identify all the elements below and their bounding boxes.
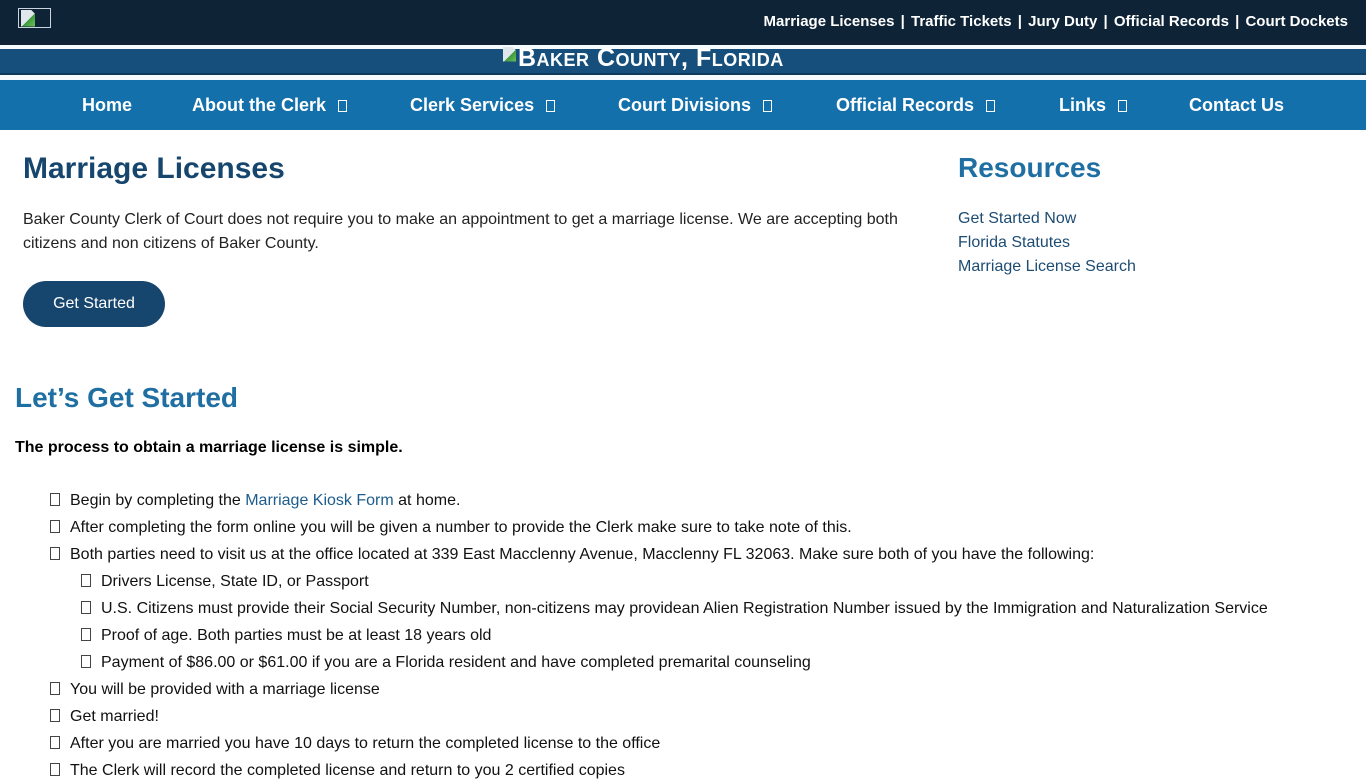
- resource-link-get-started-now[interactable]: Get Started Now: [958, 210, 1077, 227]
- marriage-kiosk-form-link[interactable]: Marriage Kiosk Form: [245, 492, 394, 509]
- site-logo-broken-image[interactable]: [18, 8, 51, 28]
- page-title: Marriage Licenses: [23, 152, 285, 185]
- nav-item-links[interactable]: [1059, 80, 1127, 130]
- list-item: [50, 595, 1268, 622]
- section-heading: Let’s Get Started: [15, 382, 239, 413]
- quick-link-official-records[interactable]: Official Records: [1113, 13, 1229, 30]
- step-text: You will be provided with a marriage license: [70, 681, 380, 698]
- nav-item-official-records[interactable]: [836, 80, 995, 130]
- bullet-icon: [50, 736, 60, 749]
- quick-link-jury-duty[interactable]: Jury Duty: [1028, 13, 1098, 30]
- broken-image-icon: [503, 47, 516, 62]
- nav-item-label: Official Records: [836, 95, 975, 115]
- resource-link-florida-statutes[interactable]: Florida Statutes: [958, 234, 1071, 251]
- bullet-icon: [50, 493, 60, 506]
- nav-item-label: Court Divisions: [618, 95, 752, 115]
- dropdown-caret-icon: [1118, 100, 1127, 112]
- step-text: Both parties need to visit us at the office located at 339 East Macclenny Avenue, Macclenny FL 32063. Make sure both of you have the following:: [70, 546, 1095, 563]
- nav-item-court-divisions[interactable]: [618, 80, 772, 130]
- quick-link-marriage-licenses[interactable]: Marriage Licenses: [763, 13, 895, 30]
- bullet-icon: [50, 547, 60, 560]
- list-item: [50, 676, 1268, 703]
- bullet-icon: [81, 655, 91, 668]
- get-started-button[interactable]: Get Started: [23, 281, 165, 327]
- nav-item-label: Home: [82, 95, 133, 115]
- main-nav: [0, 80, 1366, 130]
- nav-item-clerk-services[interactable]: [410, 80, 555, 130]
- bullet-icon: [50, 763, 60, 776]
- resource-item: [958, 207, 1136, 231]
- list-item: [50, 703, 1268, 730]
- step-text: Drivers License, State ID, or Passport: [101, 573, 369, 590]
- nav-item-label: Contact Us: [1189, 95, 1285, 115]
- list-item: [50, 649, 1268, 676]
- step-text: Proof of age. Both parties must be at least 18 years old: [101, 627, 492, 644]
- intro-text: Baker County Clerk of Court does not require you to make an appointment to get a marriage license. We are accepting both citizens and non citizens of Baker County.: [23, 211, 898, 252]
- list-item: [50, 541, 1268, 568]
- broken-image-icon: [21, 10, 35, 27]
- nav-item-about-the-clerk[interactable]: [192, 80, 347, 130]
- resource-item: [958, 231, 1136, 255]
- list-item: [50, 730, 1268, 757]
- step-text: Begin by completing the: [70, 492, 246, 509]
- dropdown-caret-icon: [546, 100, 555, 112]
- list-item: [50, 514, 1268, 541]
- bullet-icon: [50, 520, 60, 533]
- list-item: [50, 487, 1268, 514]
- step-text: The Clerk will record the completed license and return to you 2 certified copies: [70, 762, 625, 779]
- quick-links: [764, 13, 1348, 30]
- resources-heading: Resources: [958, 152, 1102, 183]
- resources-list: [958, 207, 1136, 279]
- bullet-icon: [81, 601, 91, 614]
- quick-link-traffic-tickets[interactable]: Traffic Tickets: [910, 13, 1012, 30]
- dropdown-caret-icon: [763, 100, 772, 112]
- bullet-icon: [50, 682, 60, 695]
- separator: |: [1103, 13, 1108, 30]
- step-text: After completing the form online you will be given a number to provide the Clerk make sure to take note of this.: [70, 519, 852, 536]
- resource-item: [958, 255, 1136, 279]
- steps-list: [50, 487, 1268, 784]
- nav-item-label: About the Clerk: [192, 95, 327, 115]
- resource-link-marriage-license-search[interactable]: Marriage License Search: [958, 258, 1136, 275]
- nav-item-home[interactable]: [82, 80, 132, 130]
- step-text: After you are married you have 10 days to return the completed license to the office: [70, 735, 661, 752]
- nav-item-label: Clerk Services: [410, 95, 535, 115]
- banner-title-image[interactable]: [503, 43, 784, 73]
- top-bar: [0, 0, 1366, 45]
- quick-link-court-dockets[interactable]: Court Dockets: [1245, 13, 1348, 30]
- bullet-icon: [50, 709, 60, 722]
- nav-item-label: Links: [1059, 95, 1107, 115]
- separator: |: [1017, 13, 1022, 30]
- step-text: at home.: [393, 492, 461, 509]
- section-lead: The process to obtain a marriage license is simple.: [15, 439, 403, 456]
- step-text: Get married!: [70, 708, 159, 725]
- dropdown-caret-icon: [986, 100, 995, 112]
- separator: |: [900, 13, 905, 30]
- separator: |: [1235, 13, 1240, 30]
- step-text: Payment of $86.00 or $61.00 if you are a Florida resident and have completed premarital counseling: [101, 654, 811, 671]
- nav-item-contact-us[interactable]: [1189, 80, 1284, 130]
- bullet-icon: [81, 628, 91, 641]
- banner-title-alt-text: Baker County, Florida: [518, 44, 784, 72]
- list-item: [50, 622, 1268, 649]
- bullet-icon: [81, 574, 91, 587]
- list-item: [50, 757, 1268, 784]
- dropdown-caret-icon: [338, 100, 347, 112]
- step-text: U.S. Citizens must provide their Social Security Number, non-citizens may providean Alien Registration Number issued by the Immigration and Naturalization Service: [101, 600, 1268, 617]
- list-item: [50, 568, 1268, 595]
